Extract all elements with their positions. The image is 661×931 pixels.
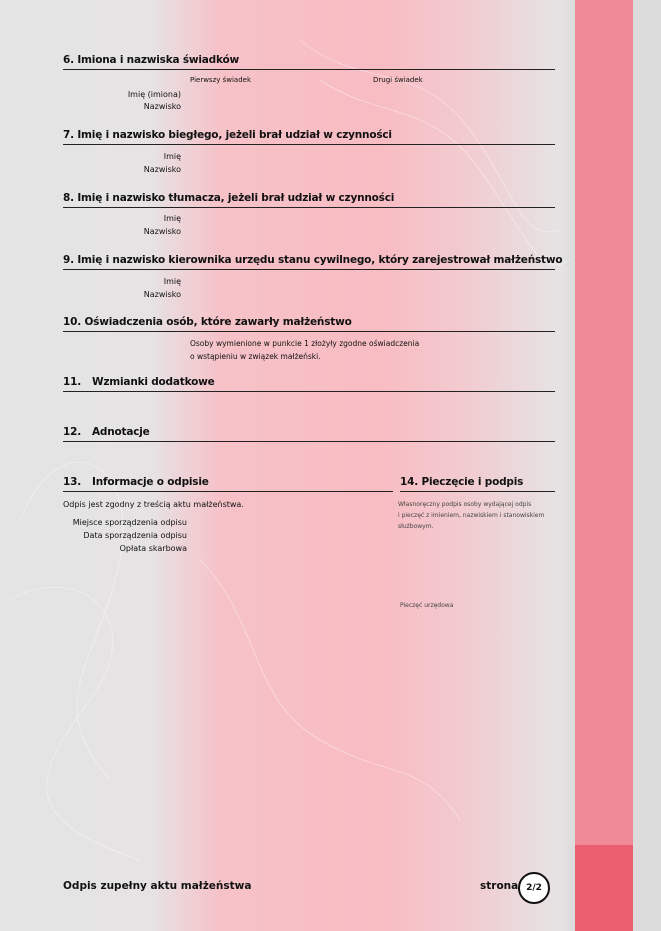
section-11-number: 11. <box>63 376 82 388</box>
registrar-last-name-label: Nazwisko <box>143 290 181 299</box>
witness-last-name-label: Nazwisko <box>143 102 181 111</box>
second-witness-header: Drugi świadek <box>373 76 423 84</box>
section-10-title: 10. Oświadczenia osób, które zawarły małżeństwo <box>63 316 555 332</box>
document-name: Odpis zupełny aktu małżeństwa <box>63 880 252 892</box>
section-7-title: 7. Imię i nazwisko biegłego, jeżeli brał udział w czynności <box>63 129 555 145</box>
copy-conformity-statement: Odpis jest zgodny z treścią aktu małżeństwa. <box>63 500 244 509</box>
section-12-title <box>63 426 555 442</box>
section-11-label: Wzmianki dodatkowe <box>92 376 215 388</box>
copy-date-label: Data sporządzenia odpisu <box>83 531 187 540</box>
signature-note-line-2: i pieczęć z imieniem, nazwiskiem i stanowiskiem <box>398 512 545 519</box>
registrar-first-name-label: Imię <box>163 277 181 286</box>
translator-last-name-label: Nazwisko <box>143 227 181 236</box>
section-6-title: 6. Imiona i nazwiska świadków <box>63 54 555 70</box>
declaration-line-1: Osoby wymienione w punkcie 1 złożyły zgodne oświadczenia <box>190 339 420 348</box>
expert-first-name-label: Imię <box>163 152 181 161</box>
side-stripe <box>575 0 633 931</box>
section-13-label: Informacje o odpisie <box>92 476 209 488</box>
witness-first-name-label: Imię (imiona) <box>127 90 181 99</box>
first-witness-header: Pierwszy świadek <box>190 76 252 84</box>
expert-last-name-label: Nazwisko <box>143 165 181 174</box>
stamp-duty-label: Opłata skarbowa <box>119 544 187 553</box>
section-12-number: 12. <box>63 426 82 438</box>
declaration-line-2: o wstąpieniu w związek małżeński. <box>190 352 321 361</box>
section-13-number: 13. <box>63 476 82 488</box>
section-8-title: 8. Imię i nazwisko tłumacza, jeżeli brał udział w czynności <box>63 192 555 208</box>
page-number-badge: 2/2 <box>518 872 550 904</box>
signature-note-line-3: służbowym. <box>398 523 434 530</box>
translator-first-name-label: Imię <box>163 214 181 223</box>
section-9-title: 9. Imię i nazwisko kierownika urzędu stanu cywilnego, który zarejestrował małżeństwo <box>63 254 555 270</box>
section-13-title <box>63 476 393 492</box>
section-14-title: 14. Pieczęcie i podpis <box>400 476 555 492</box>
page-label: strona <box>480 880 519 892</box>
side-stripe-bottom <box>575 845 633 931</box>
copy-place-label: Miejsce sporządzenia odpisu <box>72 518 187 527</box>
section-12-label: Adnotacje <box>92 426 150 438</box>
official-stamp-label: Pieczęć urzędowa <box>400 602 454 609</box>
signature-note-line-1: Własnoręczny podpis osoby wydającej odpis <box>398 501 532 508</box>
section-11-title <box>63 376 555 392</box>
